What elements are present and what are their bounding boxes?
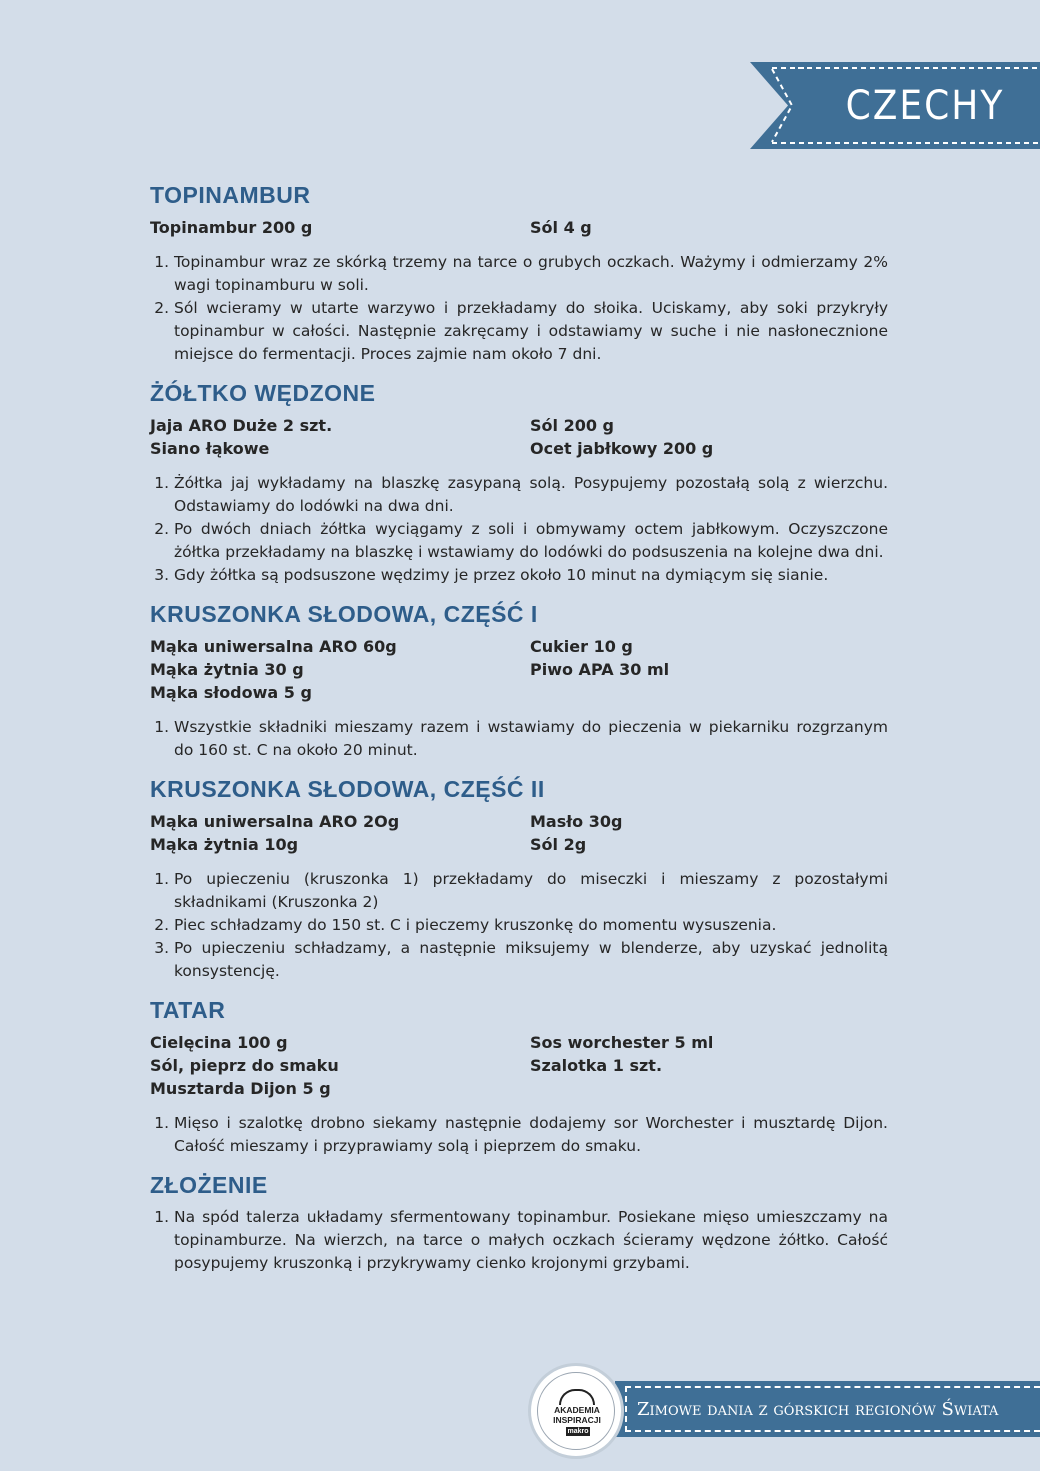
step-list bbox=[150, 716, 888, 762]
ingredient: Jaja ARO Duże 2 szt. bbox=[150, 416, 333, 435]
step-list bbox=[150, 472, 888, 587]
recipe-section bbox=[150, 993, 888, 1158]
ingredient: Topinambur 200 g bbox=[150, 218, 313, 237]
country-title: CZECHY bbox=[845, 82, 1005, 129]
step-item: 1. Topinambur wraz ze skórką trzemy na tarce o grubych oczkach. Ważymy i odmierzamy 2% wagi topinamburu w soli. bbox=[174, 251, 888, 297]
step-item: 1. Żółtka jaj wykładamy na blaszkę zasypaną solą. Posypujemy pozostałą solą z wierzchu. Odstawiamy do lodówki na dwa dni. bbox=[174, 472, 888, 518]
ingredient: Szalotka 1 szt. bbox=[530, 1056, 663, 1075]
country-ribbon bbox=[750, 62, 1040, 149]
ingredient-list bbox=[150, 810, 888, 856]
ingredient: Sól 200 g bbox=[530, 416, 614, 435]
footer-tagline: Zimowe dania z górskich regionów Świata bbox=[637, 1398, 999, 1420]
section-title: TATAR bbox=[150, 997, 226, 1023]
ingredient: Piwo APA 30 ml bbox=[530, 660, 670, 679]
step-item: 3. Gdy żółtka są podsuszone wędzimy je przez około 10 minut na dymiącym się sianie. bbox=[174, 564, 888, 587]
ingredient-list bbox=[150, 635, 888, 704]
ingredient: Mąka uniwersalna ARO 2Og bbox=[150, 812, 400, 831]
section-title: TOPINAMBUR bbox=[150, 182, 311, 208]
step-item: 3. Po upieczeniu schładzamy, a następnie miksujemy w blenderze, aby uzyskać jednolitą konsystencję. bbox=[174, 937, 888, 983]
step-item: 1. Po upieczeniu (kruszonka 1) przekładamy do miseczki i mieszamy z pozostałymi składnikami (Kruszonka 2) bbox=[174, 868, 888, 914]
step-item: 2. Po dwóch dniach żółtka wyciągamy z soli i obmywamy octem jabłkowym. Oczyszczone żółtka przekładamy na blaszkę i wstawiamy do lodówki do podsuszenia na kolejne dwa dni. bbox=[174, 518, 888, 564]
section-title: ZŁOŻENIE bbox=[150, 1172, 268, 1198]
ingredient: Sól 4 g bbox=[530, 218, 592, 237]
step-item: 2. Piec schładzamy do 150 st. C i pieczemy kruszonkę do momentu wysuszenia. bbox=[174, 914, 888, 937]
recipe-section bbox=[150, 597, 888, 762]
step-list bbox=[150, 1112, 888, 1158]
ingredient: Mąka żytnia 10g bbox=[150, 835, 299, 854]
footer-band bbox=[615, 1381, 1040, 1437]
ingredient-list bbox=[150, 1031, 888, 1100]
ingredient-list bbox=[150, 216, 888, 239]
section-title: ŻÓŁTKO WĘDZONE bbox=[150, 380, 376, 406]
step-list bbox=[150, 1206, 888, 1275]
step-item: 2. Sól wcieramy w utarte warzywo i przekładamy do słoika. Uciskamy, aby soki przykryły topinambur w całości. Następnie zakręcamy i odstawiamy w suche i nie nasłonecznione miejsce do fermentacji. Proces zajmie nam około 7 dni. bbox=[174, 297, 888, 366]
step-list bbox=[150, 868, 888, 983]
cloche-icon bbox=[559, 1389, 595, 1405]
recipe-content bbox=[150, 178, 888, 1285]
ingredient bbox=[530, 1077, 888, 1100]
ingredient: Musztarda Dijon 5 g bbox=[150, 1079, 331, 1098]
section-title: KRUSZONKA SŁODOWA, CZĘŚĆ II bbox=[150, 776, 545, 802]
logo-ring bbox=[537, 1372, 615, 1450]
akademia-logo bbox=[531, 1366, 621, 1456]
ingredient: Masło 30g bbox=[530, 812, 623, 831]
ingredient: Cukier 10 g bbox=[530, 637, 633, 656]
ingredient: Ocet jabłkowy 200 g bbox=[530, 439, 714, 458]
section-title: KRUSZONKA SŁODOWA, CZĘŚĆ I bbox=[150, 601, 538, 627]
ingredient-list bbox=[150, 414, 888, 460]
ingredient: Siano łąkowe bbox=[150, 439, 270, 458]
ingredient bbox=[530, 681, 888, 704]
logo-brand: makro bbox=[567, 1428, 589, 1435]
recipe-section bbox=[150, 178, 888, 366]
ingredient: Mąka słodowa 5 g bbox=[150, 683, 312, 702]
ingredient: Mąka uniwersalna ARO 60g bbox=[150, 637, 397, 656]
recipe-section bbox=[150, 772, 888, 983]
recipe-section bbox=[150, 376, 888, 587]
logo-line2: INSPIRACJI bbox=[553, 1415, 601, 1425]
ingredient: Sos worchester 5 ml bbox=[530, 1033, 714, 1052]
step-item: 1. Mięso i szalotkę drobno siekamy następnie dodajemy sor Worchester i musztardę Dijon. Całość mieszamy i przyprawiamy solą i pieprzem do smaku. bbox=[174, 1112, 888, 1158]
ingredient: Sól 2g bbox=[530, 835, 587, 854]
step-item: 1. Wszystkie składniki mieszamy razem i wstawiamy do pieczenia w piekarniku rozgrzanym do 160 st. C na około 20 minut. bbox=[174, 716, 888, 762]
step-item: 1. Na spód talerza układamy sfermentowany topinambur. Posiekane mięso umieszczamy na topinamburze. Na wierzch, na tarce o małych oczkach ścieramy wędzone żółtko. Całość posypujemy kruszonką i przykrywamy cienko krojonymi grzybami. bbox=[174, 1206, 888, 1275]
ingredient: Cielęcina 100 g bbox=[150, 1033, 288, 1052]
ingredient: Sól, pieprz do smaku bbox=[150, 1056, 339, 1075]
step-list bbox=[150, 251, 888, 366]
recipe-section bbox=[150, 1168, 888, 1275]
ingredient: Mąka żytnia 30 g bbox=[150, 660, 304, 679]
logo-line1: AKADEMIA bbox=[554, 1405, 600, 1415]
